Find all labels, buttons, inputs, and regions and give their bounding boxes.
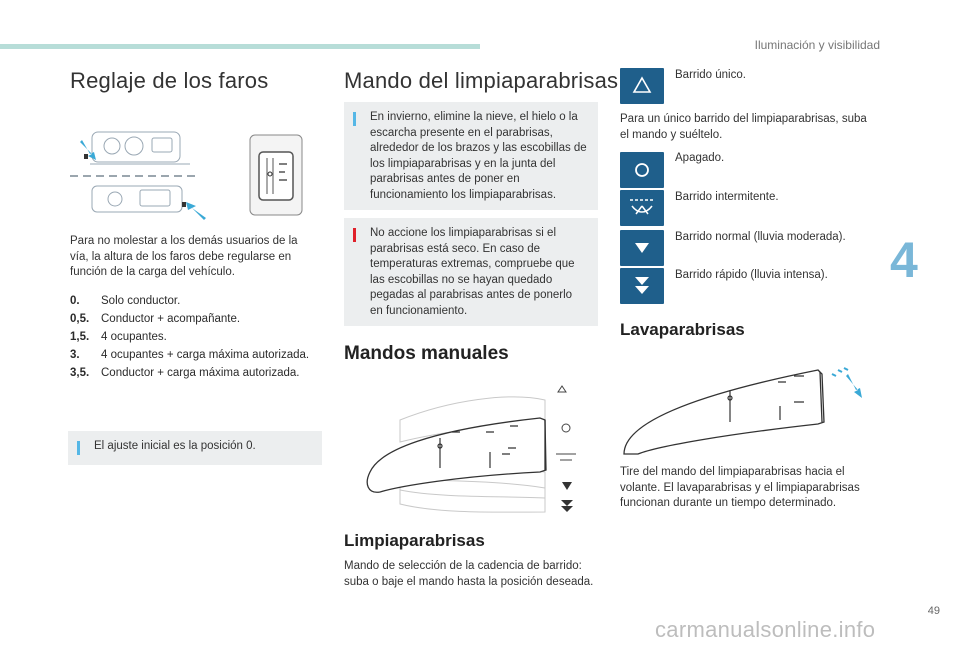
section-title: Iluminación y visibilidad [754, 38, 880, 52]
single-wipe-text: Para un único barrido del limpiaparabrisas, suba el mando y suéltelo. [620, 113, 867, 141]
position-key: 3. [70, 349, 80, 361]
fast-wipe-icon [620, 268, 664, 304]
page-number: 49 [927, 605, 940, 617]
list-item [70, 310, 330, 328]
intermittent-wipe-icon-svg [620, 190, 664, 226]
circle-off-icon [620, 152, 664, 188]
single-wipe-icon-svg [620, 68, 664, 104]
warning-icon [353, 228, 356, 242]
mode-label: Barrido rápido (lluvia intensa). [675, 269, 828, 281]
headlamp-title: Reglaje de los faros [70, 68, 269, 93]
watermark: carmanualsonline.info [655, 617, 876, 642]
wipers-text: Mando de selección de la cadencia de barrido: suba o baje el mando hasta la posición deseada. [344, 560, 594, 588]
info-note-text: En invierno, elimine la nieve, el hielo o la escarcha presente en el parabrisas, alrededor de los brazos y las escobillas de los limpiaparabrisas y en la junta del parabrisas antes de poner en funcionamiento los limpiaparabrisas. [370, 111, 587, 201]
headlamp-dial-svg [249, 134, 303, 216]
washer-text: Tire del mando del limpiaparabrisas hacia el volante. El lavaparabrisas y el limpiaparabrisas funcionan durante un tiempo determinado. [620, 466, 860, 509]
info-note-text: El ajuste inicial es la posición 0. [94, 440, 256, 452]
intermittent-wipe-icon [620, 190, 664, 226]
wiper-stalk-illustration [340, 380, 590, 520]
wipers-subtitle: Limpiaparabrisas [344, 531, 485, 550]
washer-stalk-illustration [618, 362, 868, 462]
fast-wipe-icon-svg [620, 268, 664, 304]
position-value: 4 ocupantes + carga máxima autorizada. [101, 349, 310, 361]
position-value: 4 ocupantes. [101, 331, 167, 343]
single-wipe-icon [620, 68, 664, 104]
normal-wipe-icon [620, 230, 664, 266]
mode-label: Barrido intermitente. [675, 191, 779, 203]
dashboard-illustration-svg [70, 120, 210, 220]
headlamp-dial-illustration [249, 134, 303, 216]
warning-note [344, 218, 598, 326]
chapter-tab: 4 [890, 232, 918, 288]
info-note [68, 431, 322, 465]
manual-controls-title: Mandos manuales [344, 343, 509, 364]
mode-label: Apagado. [675, 152, 725, 164]
position-value: Solo conductor. [101, 295, 181, 307]
dashboard-illustration [70, 120, 210, 220]
position-key: 0. [70, 295, 80, 307]
position-value: Conductor + acompañante. [101, 313, 241, 325]
headlamp-intro: Para no molestar a los demás usuarios de la vía, la altura de los faros debe regularse en función de la carga del vehículo. [70, 235, 298, 278]
info-note [344, 102, 598, 210]
position-list [70, 292, 330, 382]
header-bar [0, 44, 480, 49]
info-icon [77, 441, 80, 455]
list-item [70, 364, 330, 382]
warning-note-text: No accione los limpiaparabrisas si el parabrisas está seco. En caso de temperaturas extremas, compruebe que las escobillas no se hayan quedado pegadas al parabrisas antes de ponerlo en funcionamiento. [370, 227, 575, 317]
wiper-title: Mando del limpiaparabrisas [344, 68, 619, 93]
normal-wipe-icon-svg [620, 230, 664, 266]
wiper-stalk-svg [340, 380, 590, 520]
position-key: 3,5. [70, 367, 90, 379]
washer-title: Lavaparabrisas [620, 320, 745, 339]
info-icon [353, 112, 356, 126]
mode-label: Barrido normal (lluvia moderada). [675, 231, 846, 243]
list-item [70, 328, 330, 346]
position-key: 0,5. [70, 313, 90, 325]
position-key: 1,5. [70, 331, 90, 343]
position-value: Conductor + carga máxima autorizada. [101, 367, 300, 379]
washer-stalk-svg [618, 362, 868, 462]
circle-off-icon-svg [620, 152, 664, 188]
single-wipe-label: Barrido único. [675, 69, 746, 81]
list-item [70, 346, 330, 364]
list-item [70, 292, 330, 310]
